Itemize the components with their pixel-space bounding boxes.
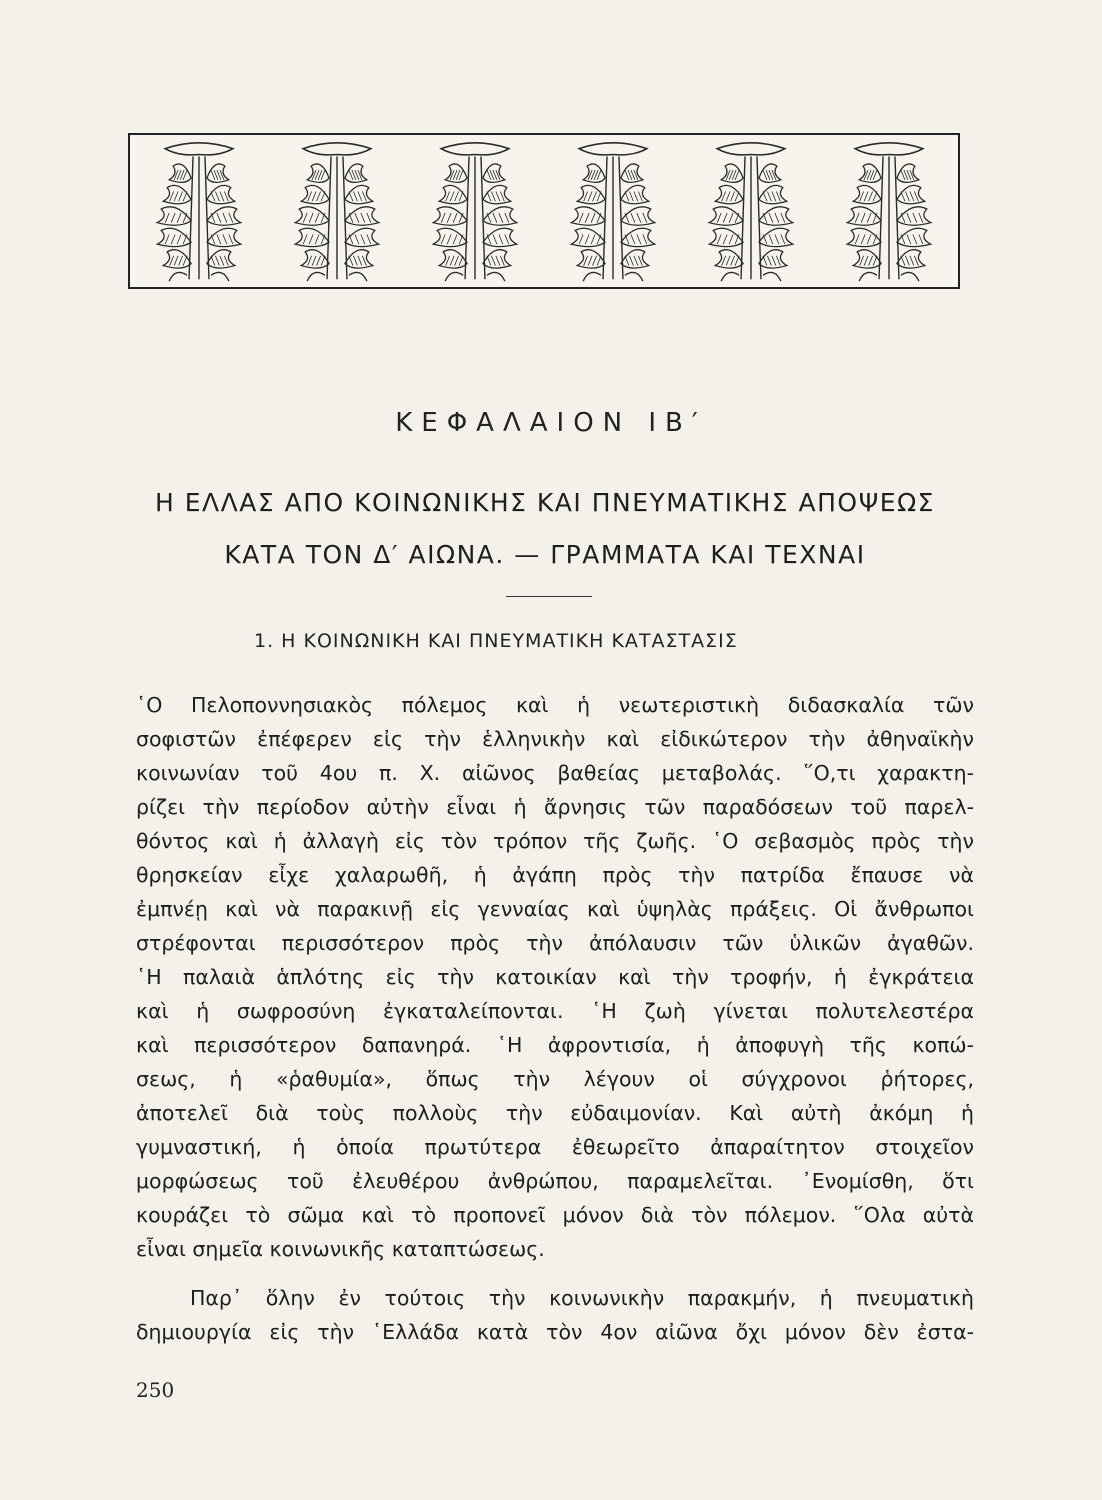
acanthus-motif-icon bbox=[847, 143, 931, 281]
text-line: ῾Η παλαιὰ ἁπλότης εἰς τὴν κατοικίαν καὶ τὴν τροφήν, ἡ ἐγκράτεια bbox=[136, 965, 974, 989]
section-heading: 1. Η ΚΟΙΝΩΝΙΚΗ ΚΑΙ ΠΝΕΥΜΑΤΙΚΗ ΚΑΤΑΣΤΑΣΙΣ bbox=[254, 630, 738, 652]
text-line: μορφώσεως τοῦ ἐλευθέρου ἀνθρώπου, παραμελεῖται. ᾿Ενομίσθη, ὅτι bbox=[136, 1169, 974, 1193]
text-line: καὶ ἡ σωφροσύνη ἐγκαταλείπονται. ῾Η ζωὴ γίνεται πολυτελεστέρα bbox=[136, 999, 974, 1023]
acanthus-motif-icon bbox=[433, 143, 517, 281]
text-line: ἐμπνέῃ καὶ νὰ παρακινῇ εἰς γενναίας καὶ ὑψηλὰς πράξεις. Οἱ ἄνθρωποι bbox=[136, 897, 974, 921]
chapter-label: ΚΕΦΑΛΑΙΟΝ ΙΒ′ bbox=[395, 408, 707, 438]
text-line: ρίζει τὴν περίοδον αὐτὴν εἶναι ἡ ἄρνησις τῶν παραδόσεων τοῦ παρελ- bbox=[136, 795, 974, 819]
acanthus-motif-icon bbox=[295, 143, 379, 281]
paragraph-1 bbox=[136, 688, 974, 1266]
text-line: σοφιστῶν ἐπέφερεν εἰς τὴν ἑλληνικὴν καὶ εἰδικώτερον τὴν ἀθηναϊκὴν bbox=[136, 727, 974, 751]
text-line: δημιουργία εἰς τὴν ῾Ελλάδα κατὰ τὸν 4ον αἰῶνα ὄχι μόνον δὲν ἐστα- bbox=[136, 1320, 974, 1344]
chapter-title bbox=[120, 477, 970, 581]
acanthus-motif-icon bbox=[571, 143, 655, 281]
text-line: κοινωνίαν τοῦ 4ου π. Χ. αἰῶνος βαθείας μεταβολάς. ῞Ο,τι χαρακτη- bbox=[136, 761, 974, 785]
text-line: στρέφονται περισσότερον πρὸς τὴν ἀπόλαυσιν τῶν ὑλικῶν ἀγαθῶν. bbox=[136, 931, 974, 955]
acanthus-motif-icon bbox=[157, 143, 241, 281]
acanthus-motif-icon bbox=[709, 143, 793, 281]
acanthus-frieze-icon bbox=[128, 133, 960, 289]
title-divider bbox=[506, 596, 592, 597]
chapter-title-line-1: Η ΕΛΛΑΣ ΑΠΟ ΚΟΙΝΩΝΙΚΗΣ ΚΑΙ ΠΝΕΥΜΑΤΙΚΗΣ ΑΠΟΨΕΩΣ bbox=[155, 488, 935, 517]
paragraph-2 bbox=[136, 1281, 974, 1349]
text-line: θόντος καὶ ἡ ἀλλαγὴ εἰς τὸν τρόπον τῆς ζωῆς. ῾Ο σεβασμὸς πρὸς τὴν bbox=[136, 829, 974, 853]
text-line: Παρ᾿ ὅλην ἐν τούτοις τὴν κοινωνικὴν παρακμήν, ἡ πνευματικὴ bbox=[190, 1286, 974, 1310]
ornament-frieze-svg bbox=[130, 135, 958, 287]
text-line: γυμναστική, ἡ ὁποία πρωτύτερα ἐθεωρεῖτο ἀπαραίτητον στοιχεῖον bbox=[136, 1135, 974, 1159]
chapter-title-line-2: ΚΑΤΑ ΤΟΝ Δ′ ΑΙΩΝΑ. — ΓΡΑΜΜΑΤΑ ΚΑΙ ΤΕΧΝΑΙ bbox=[224, 540, 866, 569]
page-number: 250 bbox=[136, 1378, 175, 1402]
text-line: σεως, ἡ «ῥαθυμία», ὅπως τὴν λέγουν οἱ σύγχρονοι ῥήτορες, bbox=[136, 1067, 974, 1091]
text-line: κουράζει τὸ σῶμα καὶ τὸ προπονεῖ μόνον διὰ τὸν πόλεμον. ῞Ολα αὐτὰ bbox=[136, 1203, 974, 1227]
text-line: ἀποτελεῖ διὰ τοὺς πολλοὺς τὴν εὐδαιμονίαν. Καὶ αὐτὴ ἀκόμη ἡ bbox=[136, 1101, 974, 1125]
text-line: καὶ περισσότερον δαπανηρά. ῾Η ἀφροντισία, ἡ ἀποφυγὴ τῆς κοπώ- bbox=[136, 1033, 974, 1057]
text-line: ῾Ο Πελοποννησιακὸς πόλεμος καὶ ἡ νεωτεριστικὴ διδασκαλία τῶν bbox=[136, 693, 974, 717]
text-line: θρησκείαν εἶχε χαλαρωθῆ, ἡ ἀγάπη πρὸς τὴν πατρίδα ἔπαυσε νὰ bbox=[136, 863, 974, 887]
text-line: εἶναι σημεῖα κοινωνικῆς καταπτώσεως. bbox=[136, 1237, 545, 1261]
